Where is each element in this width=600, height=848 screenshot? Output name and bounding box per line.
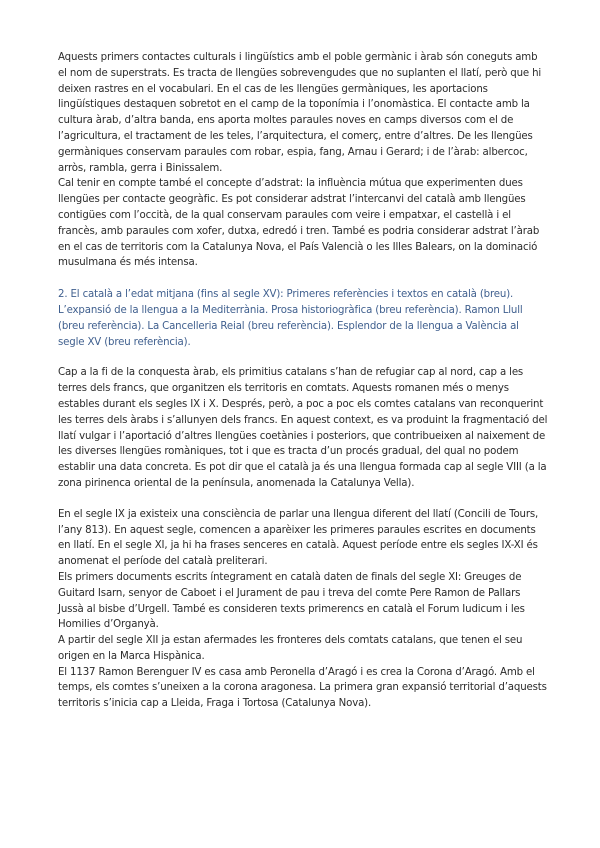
paragraph-superstrats: Aquests primers contactes culturals i lingüístics amb el poble germànic i àrab són coneguts amb el nom de superstrats. Es tracta de llengües sobrevengudes que no suplanten el llatí, però que hi deixen rastres en el vocabulari. En el cas de les llengües germàniques, les aportacions lingüístiques destaquen sobretot en el camp de la toponímia i l’onomàstica. El contacte amb la cultura àrab, d’altra banda, ens aporta moltes paraules noves en camps diversos com el de l’agricultura, el tractament de les teles, l’arquitectura, el comerç, entre d’altres. De les llengües germàniques conservam paraules com robar, espia, fang, Arnau i Gerard; i de l’àrab: albercoc, arròs, rambla, gerra i Binissalem. xyxy=(58,52,542,174)
paragraph-primers-documents: Els primers documents escrits íntegrament en català daten de finals del segle XI: Greuges de Guitard Isarn, senyor de Caboet i el Jurament de pau i treva del comte Pere Ramon de Pallars Jussà al bisbe d’Urgell. També es consideren texts primerencs en català el Forum Iudicum i les Homilies d’Organyà. xyxy=(58,571,525,631)
paragraph-conquesta xyxy=(58,365,548,491)
periode-preliterari-term: període del català preliterari xyxy=(123,556,265,568)
section-heading: 2. El català a l’edat mitjana (fins al segle XV): Primeres referències i textos en català (breu). L’expansió de la llengua a la Mediterrània. Prosa historiogràfica (breu referència). Ramon Llull (breu referència). La Cancelleria Reial (breu referència). Esplendor de la llengua a València al segle XV (breu referència). xyxy=(58,289,523,348)
paragraph-segle-ix xyxy=(58,507,548,570)
paragraph-segle-xii: A partir del segle XII ja estan afermades les fronteres dels comtats catalans, que tenen el seu origen en la Marca Hispànica. xyxy=(58,635,523,662)
paragraph-conquesta-text-1: Cap a la fi de la conquesta àrab, els primitius catalans s’han de refugiar cap al nord, cap a les terres dels francs, que organitzen els territoris en comtats. Aquests romanen més o menys estables durant els segles IX i X. Després, però, a poc a poc els comtes catalans van reconquerint les terres dels àrabs i s’allunyen dels francs. En aquest context, es va produint la fragmentació del llatí vulgar i l’aportació d’altres llengües coetànies i posteriors, que contribueixen al naixement de les diverses llengües romàniques, tot i que es tracta d’un xyxy=(58,367,548,458)
paragraph-adstrat: Cal tenir en compte també el concepte d’adstrat: la influència mútua que experimenten dues llengües per contacte geogràfic. Es pot considerar adstrat l’intercanvi del català amb llengües contigües com l’occità, de la qual conservam paraules com veire i empatxar, el castellà i el francès, amb paraules com xofer, dutxa, edredó i tren. També es podria considerar adstrat l’àrab en el cas de territoris com la Catalunya Nova, el País Valencià o les Illes Balears, on la dominació musulmana és més intensa. xyxy=(58,178,540,269)
paragraph-corona-arago: El 1137 Ramon Berenguer IV es casa amb Peronella d’Aragó i es crea la Corona d’Aragó. Amb el temps, els comtes s’uneixen a la corona aragonesa. La primera gran expansió territorial d’aquests territoris s’inicia cap a Lleida, Fraga i Tortosa (Catalunya Nova). xyxy=(58,666,547,710)
paragraph-segle-ix-text-2: . xyxy=(264,556,268,568)
document-page xyxy=(58,50,548,712)
proces-gradual-term: procés gradual xyxy=(345,446,420,458)
paragraph-segle-ix-text-1: En el segle IX ja existeix una consciència de parlar una llengua diferent del llatí (Concili de Tours, l’any 813). En aquest segle, comencen a aparèixer les primeres paraules escrites en documents en llatí. En el segle XI, ja hi ha frases senceres en català. Aquest període entre els segles IX-XI és anomenat el xyxy=(58,508,539,568)
paragraph-conquesta-text-2: , del qual no podem establir una data concreta. Es pot dir que el català ja és una llengua formada cap al segle VIII (a la zona pirinenca oriental de la península, anomenada la Catalunya Vella). xyxy=(58,446,547,489)
